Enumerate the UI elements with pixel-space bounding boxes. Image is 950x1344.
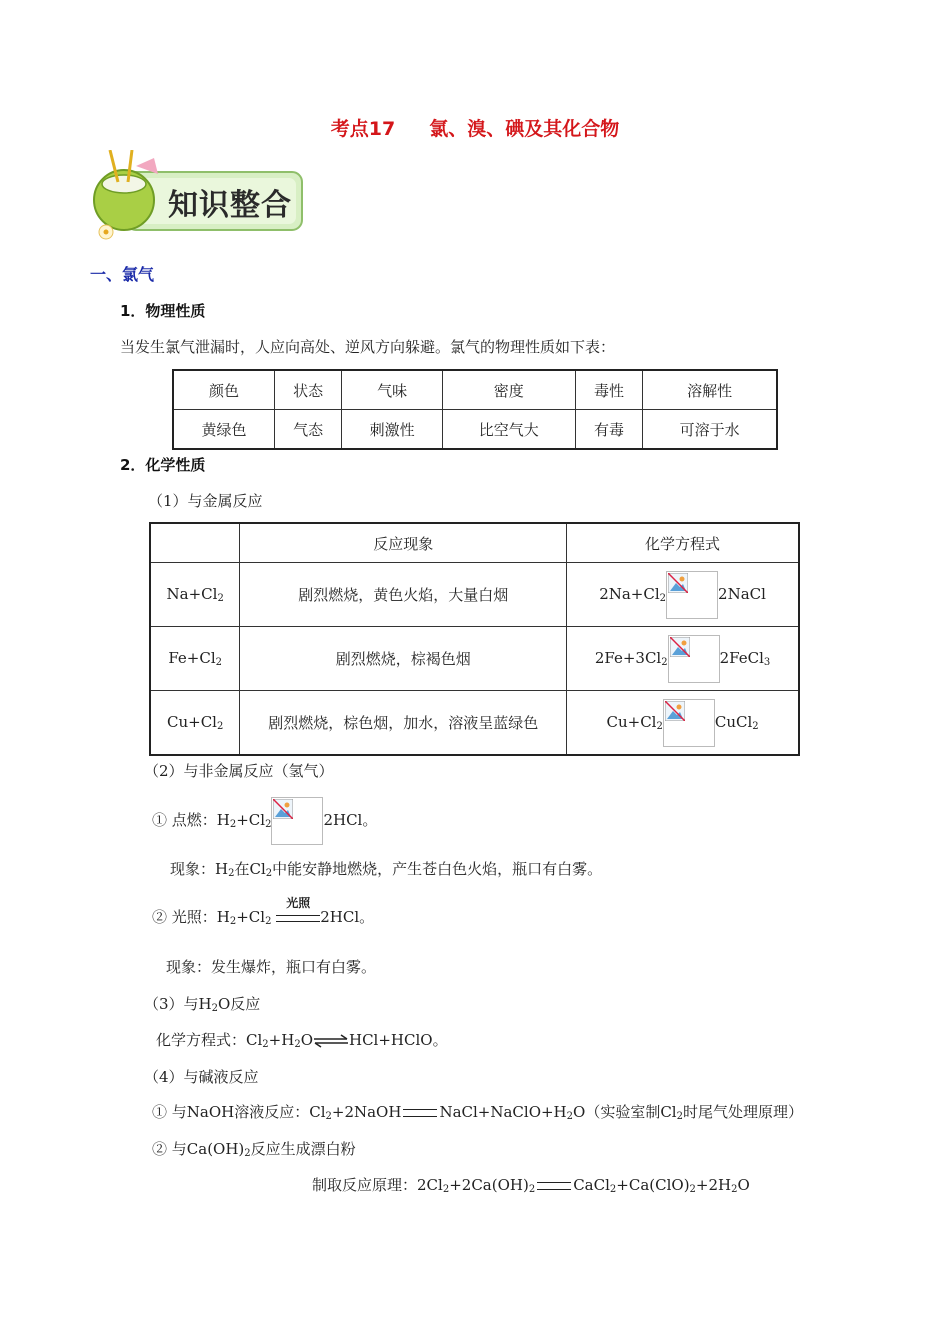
table-cell: 可溶于水 xyxy=(643,410,777,450)
alkali-reaction-heading: （4）与碱液反应 xyxy=(144,1068,259,1086)
table-cell: 剧烈燃烧，棕色烟，加水，溶液呈蓝绿色 xyxy=(240,691,567,756)
naoh-reaction: ① 与NaOH溶液反应：$Cl_2+2NaOH$ $NaCl+NaClO+H_2O$（实验室制$Cl_2$时尾气处理原理） xyxy=(152,1103,803,1122)
badge-text: 知识整合 xyxy=(168,188,292,223)
table-cell xyxy=(150,523,240,563)
table-cell: 密度 xyxy=(442,370,575,410)
nonmetal-reaction-heading: （2）与非金属反应（氢气） xyxy=(144,762,334,780)
table-row xyxy=(150,563,799,627)
table-cell: 黄绿色 xyxy=(173,410,274,450)
table-cell: $2Na+Cl_2$ 2NaCl xyxy=(567,563,799,627)
table-cell: 比空气大 xyxy=(442,410,575,450)
table-cell: 剧烈燃烧，棕褐色烟 xyxy=(240,627,567,691)
caoh-reaction: ② 与$Ca(OH)_2$反应生成漂白粉 xyxy=(152,1140,356,1159)
table-cell: $2Fe+3Cl_2$ 2FeCl$_3$ xyxy=(567,627,799,691)
table-header-row xyxy=(173,370,777,410)
table-cell: 化学方程式 xyxy=(567,523,799,563)
chemical-properties-heading: 2．化学性质 xyxy=(120,456,206,474)
table-cell: 毒性 xyxy=(575,370,643,410)
table-header-row xyxy=(150,523,799,563)
table-cell: 气态 xyxy=(274,410,342,450)
table-cell: 状态 xyxy=(274,370,342,410)
image-placeholder-icon xyxy=(668,635,720,683)
page-title xyxy=(0,114,950,141)
bleaching-powder-principle: 制取反应原理：$2Cl_2+2Ca(OH)_2$ $CaCl_2+Ca(ClO)_2+2H_2O$ xyxy=(312,1176,750,1195)
title-topic-name: 氯、溴、碘及其化合物 xyxy=(429,118,620,140)
table-cell: 气味 xyxy=(342,370,442,410)
table-cell: 颜色 xyxy=(173,370,274,410)
equals-with-condition: 光照 xyxy=(276,908,320,928)
metal-reaction-heading: （1）与金属反应 xyxy=(148,492,263,510)
table-cell: 刺激性 xyxy=(342,410,442,450)
metal-reaction-table xyxy=(149,522,800,756)
equals-sign xyxy=(537,1182,571,1190)
physical-properties-table xyxy=(172,369,778,450)
table-row xyxy=(173,410,777,450)
table-cell: $Cu+Cl_2$ xyxy=(150,691,240,756)
table-row xyxy=(150,627,799,691)
table-cell: $Na+Cl_2$ xyxy=(150,563,240,627)
table-cell: 剧烈燃烧，黄色火焰，大量白烟 xyxy=(240,563,567,627)
ignite-equation: ① 点燃：$H_2+Cl_2$ 2HCl。 xyxy=(152,797,377,848)
water-reaction-heading: （3）与$H_2O$反应 xyxy=(144,995,261,1014)
reversible-arrow-icon xyxy=(313,1034,349,1048)
image-placeholder-icon xyxy=(663,699,715,747)
table-cell: $Fe+Cl_2$ xyxy=(150,627,240,691)
title-topic-number: 考点17 xyxy=(330,118,396,140)
light-phenomenon: 现象：发生爆炸，瓶口有白雾。 xyxy=(166,958,377,976)
image-placeholder-icon xyxy=(666,571,718,619)
table-cell: 有毒 xyxy=(575,410,643,450)
table-cell: 反应现象 xyxy=(240,523,567,563)
image-placeholder-icon xyxy=(271,797,323,845)
section-heading-chlorine: 一、氯气 xyxy=(90,265,155,284)
light-equation: ② 光照：$H_2+Cl_2$ 光照 2HCl。 xyxy=(152,896,375,927)
table-row xyxy=(150,691,799,756)
table-cell: 溶解性 xyxy=(643,370,777,410)
equals-sign xyxy=(403,1109,437,1117)
ignite-phenomenon: 现象：$H_2$在$Cl_2$中能安静地燃烧，产生苍白色火焰，瓶口有白雾。 xyxy=(170,860,603,879)
physical-intro: 当发生氯气泄漏时，人应向高处、逆风方向躲避。氯气的物理性质如下表： xyxy=(120,338,616,356)
water-equation: 化学方程式：$Cl_2+H_2O$ HCl+HClO。 xyxy=(156,1031,448,1050)
table-cell: $Cu+Cl_2$ CuCl$_2$ xyxy=(567,691,799,756)
physical-properties-heading: 1．物理性质 xyxy=(120,302,206,320)
knowledge-badge xyxy=(88,150,308,242)
